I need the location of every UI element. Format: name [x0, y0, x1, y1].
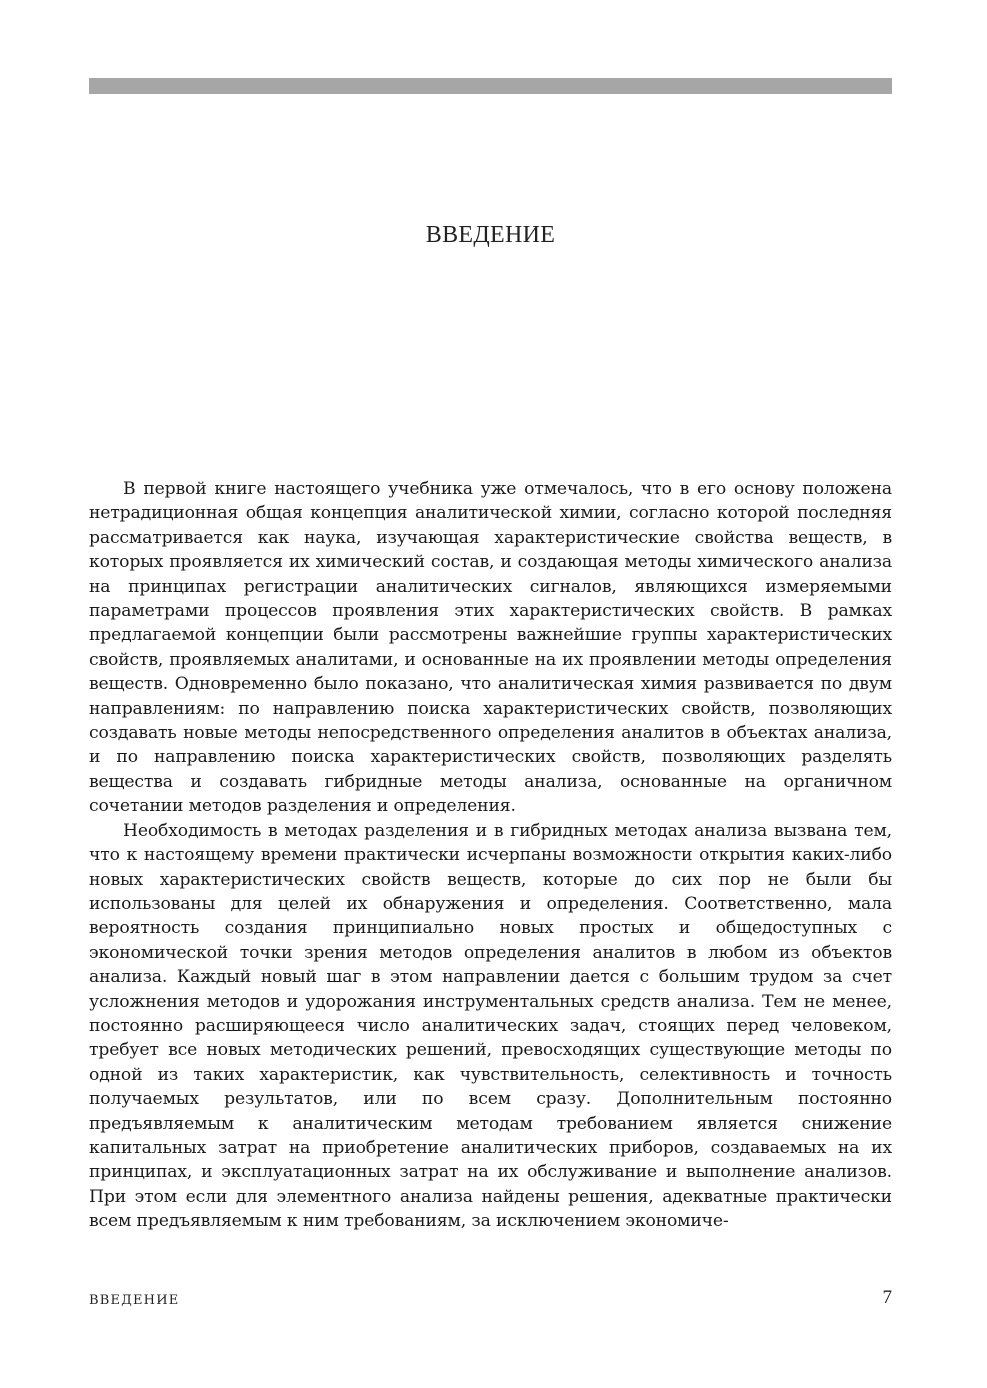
page-footer	[89, 1287, 892, 1311]
top-rule-bar	[89, 78, 892, 94]
body-text	[89, 477, 892, 1234]
chapter-title: ВВЕДЕНИЕ	[425, 222, 556, 248]
page-number: 7	[882, 1287, 892, 1308]
paragraph-2: Необходимость в методах разделения и в гибридных методах анализа вызвана тем, что к настоящему времени практически исчерпаны возможности открытия каких-либо новых характеристических свойств веществ, которые до сих пор не были бы использованы для целей их обнаружения и определения. Соответственно, мала вероятность создания принципиально новых простых и общедоступных с экономической точки зрения методов определения аналитов в любом из объектов анализа. Каждый новый шаг в этом направлении дается с большим трудом за счет усложнения методов и удорожания инструментальных средств анализа. Тем не менее, постоянно расширяющееся число аналитических задач, стоящих перед человеком, требует все новых методических решений, превосходящих существующие методы по одной из таких характеристик, как чувствительность, селективность и точность получаемых результатов, или по всем сразу. Дополнительным постоянно предъявляемым к аналитическим методам требованием является снижение капитальных затрат на приобретение аналитических приборов, создаваемых на их принципах, и эксплуатационных затрат на их обслуживание и выполнение анализов. При этом если для элементного анализа найдены решения, адекватные практически всем предъявляемым к ним требованиям, за исключением экономиче-	[89, 820, 892, 1232]
running-head: ВВЕДЕНИЕ	[89, 1293, 180, 1308]
paragraph-1: В первой книге настоящего учебника уже отмечалось, что в его основу положена нетрадиционная общая концепция аналитической химии, согласно которой последняя рассматривается как наука, изучающая характеристические свойства веществ, в которых проявляется их химический состав, и создающая методы химического анализа на принципах регистрации аналитических сигналов, являющихся измеряемыми параметрами процессов проявления этих характеристических свойств. В рамках предлагаемой концепции были рассмотрены важнейшие группы характеристических свойств, проявляемых аналитами, и основанные на их проявлении методы определения веществ. Одновременно было показано, что аналитическая химия развивается по двум направлениям: по направлению поиска характеристических свойств, позволяющих создавать новые методы непосредственного определения аналитов в объектах анализа, и по направлению поиска характеристических свойств, позволяющих разделять вещества и создавать гибридные методы анализа, основанные на органичном сочетании методов разделения и определения.	[89, 479, 892, 817]
